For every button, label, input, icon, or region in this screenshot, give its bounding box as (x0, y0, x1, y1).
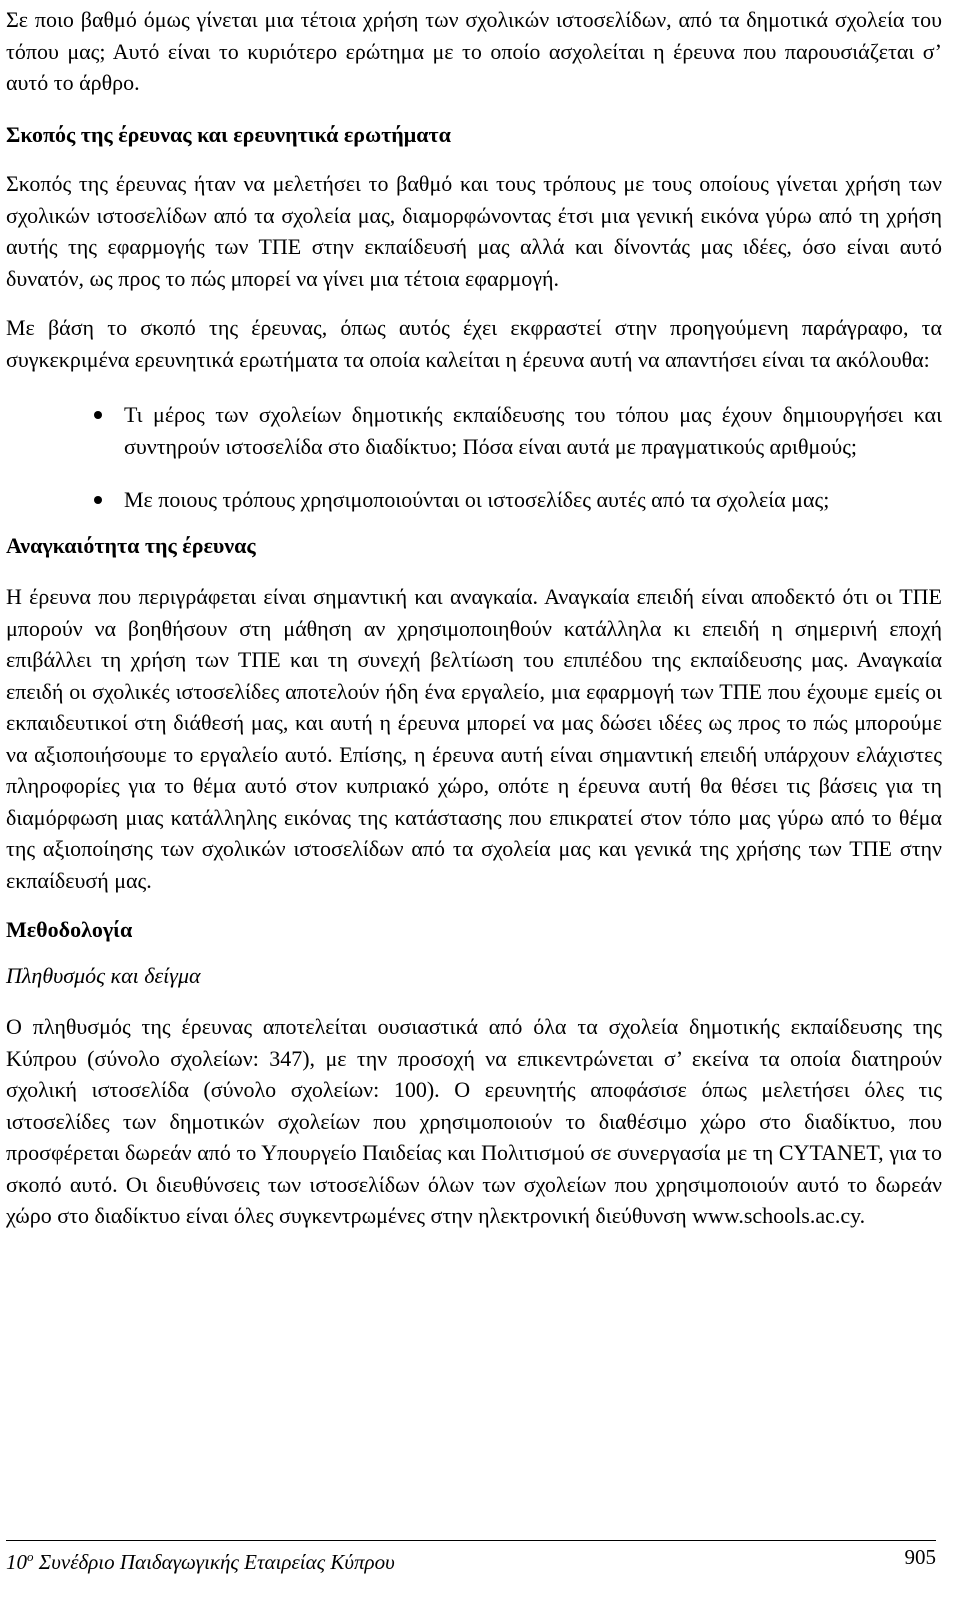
section-heading-methodology: Μεθοδολογία (6, 917, 133, 942)
research-question-1: Τι μέρος των σχολείων δημοτικής εκπαίδευσης του τόπου μας έχουν δημιουργήσει και συντηρούν ιστοσελίδα στο διαδίκτυο; Πόσα είναι αυτά με πραγματικούς αριθμούς; (124, 402, 942, 459)
intro-paragraph: Σε ποιο βαθμό όμως γίνεται μια τέτοια χρήση των σχολικών ιστοσελίδων, από τα δημοτικά σχολεία του τόπου μας; Αυτό είναι το κυριότερο ερώτημα με το οποίο ασχολείται η έρευνα που παρουσιάζεται σ’ αυτό το άρθρο. (6, 7, 942, 95)
research-question-2: Με ποιους τρόπους χρησιμοποιούνται οι ιστοσελίδες αυτές από τα σχολεία μας; (124, 487, 830, 512)
conference-ordinal: ο (27, 1549, 34, 1564)
conference-name (6, 1543, 395, 1576)
bullet-icon (94, 496, 102, 504)
page-footer (6, 1540, 936, 1576)
section-heading-necessity: Αναγκαιότητα της έρευνας (6, 532, 256, 558)
research-questions-list (6, 399, 942, 516)
bullet-icon (94, 411, 102, 419)
methodology-paragraph: Ο πληθυσμός της έρευνας αποτελείται ουσιαστικά από όλα τα σχολεία δημοτικής εκπαίδευσης της Κύπρου (σύνολο σχολείων: 347), με την προσοχή να επικεντρώνεται σ’ εκείνα τα οποία διατηρούν σχολική ιστοσελίδα (σύνολο σχολείων: 100). Ο ερευνητής αποφάσισε όπως μελετήσει όλες τις ιστοσελίδες των δημοτικών σχολείων που χρησιμοποιούν το διαθέσιμο χώρο στο διαδίκτυο, που προσφέρεται δωρεάν από το Υπουργείο Παιδείας και Πολιτισμού σε συνεργασία με τη CYTANET, για το σκοπό αυτό. Οι διευθύνσεις των ιστοσελίδων όλων των σχολείων που χρησιμοποιούν αυτό το δωρεάν χώρο στο διαδίκτυο είναι όλες συγκεντρωμένες στην ηλεκτρονική διεύθυνση www.schools.ac.cy. (6, 1014, 942, 1228)
conference-number: 10 (6, 1550, 27, 1574)
conference-title: Συνέδριο Παιδαγωγικής Εταιρείας Κύπρου (33, 1550, 395, 1574)
list-item (6, 484, 942, 516)
purpose-paragraph-1: Σκοπός της έρευνας ήταν να μελετήσει το βαθμό και τους τρόπους με τους οποίους γίνεται χρήση των σχολικών ιστοσελίδων από τα σχολεία μας, διαμορφώνοντας έτσι μια γενική εικόνα γύρω από τη χρήση αυτής της εφαρμογής των ΤΠΕ στην εκπαίδευσή μας αλλά και δίνοντάς μας ιδέες, όσο είναι αυτό δυνατόν, ως προς το πώς μπορεί να γίνει μια τέτοια εφαρμογή. (6, 171, 942, 291)
section-heading-purpose: Σκοπός της έρευνας και ερευνητικά ερωτήματα (6, 121, 451, 147)
necessity-paragraph: Η έρευνα που περιγράφεται είναι σημαντική και αναγκαία. Αναγκαία επειδή είναι αποδεκτό ότι οι ΤΠΕ μπορούν να βοηθήσουν στη μάθηση αν χρησιμοποιηθούν κατάλληλα κι επειδή η σημερινή εποχή επιβάλλει τη χρήση των ΤΠΕ και τη συνεχή βελτίωση του επιπέδου της εκπαίδευσης μας. Αναγκαία επειδή οι σχολικές ιστοσελίδες αποτελούν ήδη ένα εργαλείο, μια εφαρμογή των ΤΠΕ που έχουμε εμείς οι εκπαιδευτικοί στη διάθεσή μας, και αυτή η έρευνα μπορεί να μας δώσει ιδέες ως προς το πώς μπορούμε να αξιοποιήσουμε το εργαλείο αυτό. Επίσης, η έρευνα αυτή είναι σημαντική επειδή υπάρχουν ελάχιστες πληροφορίες για το θέμα αυτό στον κυπριακό χώρο, οπότε η έρευνα αυτή θα θέσει τις βάσεις για τη διαμόρφωση μιας κατάλληλης εικόνας της κατάστασης που επικρατεί στον τόπο μας γύρω από το θέμα της αξιοποίησης των σχολικών ιστοσελίδων από τα σχολεία μας και γενικά της χρήσης των ΤΠΕ στην εκπαίδευσή μας. (6, 584, 942, 893)
subsection-heading-population: Πληθυσμός και δείγμα (6, 962, 201, 988)
document-page (6, 0, 942, 1232)
purpose-paragraph-2: Με βάση το σκοπό της έρευνας, όπως αυτός έχει εκφραστεί στην προηγούμενη παράγραφο, τα συγκεκριμένα ερευνητικά ερωτήματα τα οποία καλείται η έρευνα αυτή να απαντήσει είναι τα ακόλουθα: (6, 315, 942, 372)
page-number: 905 (904, 1545, 936, 1569)
list-item (6, 399, 942, 462)
